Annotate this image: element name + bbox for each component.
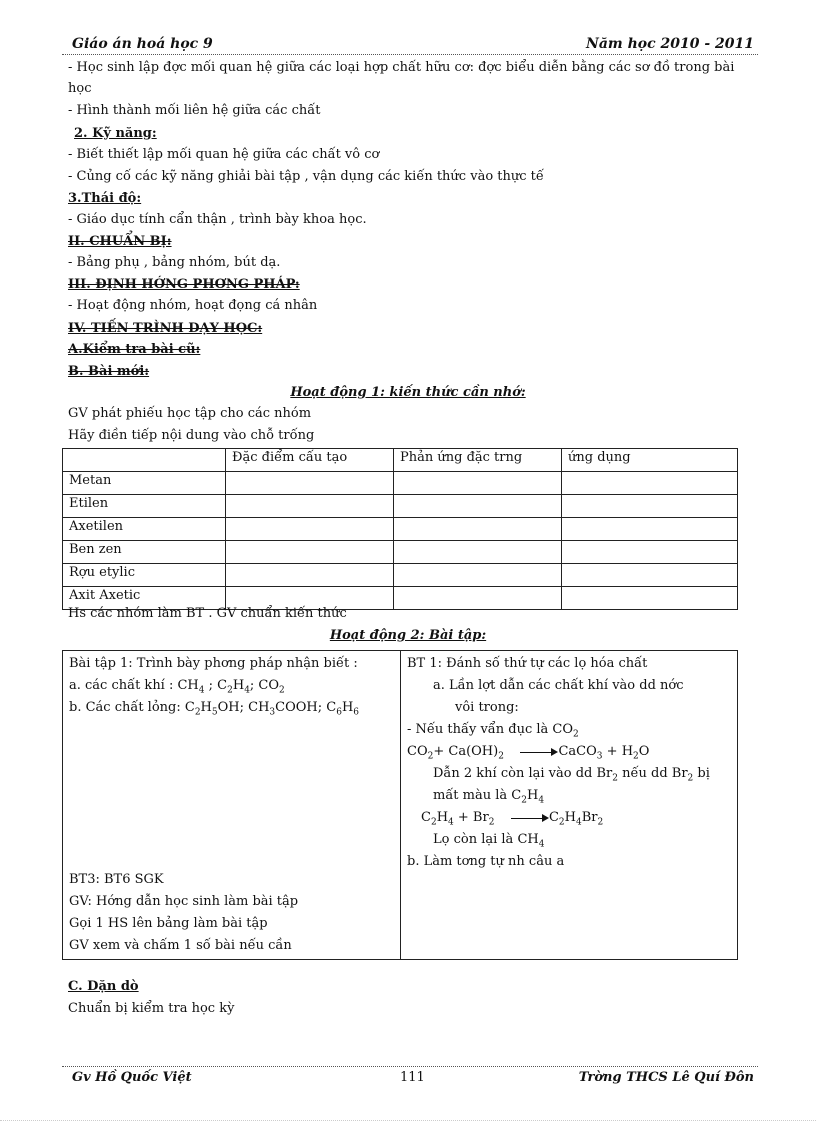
table-cell <box>562 564 738 587</box>
knowledge-table <box>62 448 738 610</box>
table-row <box>63 564 738 587</box>
row-label: Etilen <box>63 495 226 518</box>
row-label: Axetilen <box>63 518 226 541</box>
footer-school: Trờng THCS Lê Quí Đôn <box>578 1070 754 1085</box>
answer-1-title: BT 1: Đánh số thứ tự các lọ hóa chất <box>407 656 648 671</box>
table-cell <box>394 495 562 518</box>
method-heading: III. ĐỊNH HỚNG PHƠNG PHÁP: <box>68 277 300 292</box>
row-label: Metan <box>63 472 226 495</box>
table-cell <box>562 587 738 610</box>
header-title: Giáo án hoá học 9 <box>72 36 213 52</box>
method-line: - Hoạt động nhóm, hoạt đọng cá nhân <box>68 298 318 313</box>
skills-line-1: - Biết thiết lập mối quan hệ giữa các chất vô cơ <box>68 147 380 162</box>
answer-1-ch4-line: Lọ còn lại là $CH_4$ <box>433 832 545 850</box>
table-cell <box>226 541 394 564</box>
table-cell <box>562 472 738 495</box>
exercise-table <box>62 650 738 960</box>
process-heading: IV. TIẾN TRÌNH DẠY HỌC: <box>68 321 263 336</box>
attitude-line: - Giáo dục tính cẩn thận , trình bày khoa học. <box>68 212 367 227</box>
table-row <box>63 495 738 518</box>
exercise-3-line-3: GV xem và chấm 1 số bài nếu cần <box>69 938 292 953</box>
table-header-cell: Phản ứng đặc trng <box>394 449 562 472</box>
table-row <box>63 541 738 564</box>
table-cell <box>394 472 562 495</box>
exercise-row <box>63 651 738 960</box>
homework-heading: C. Dặn dò <box>68 979 139 994</box>
table-header-cell <box>63 449 226 472</box>
row-label: Rợu etylic <box>63 564 226 587</box>
row-label: Ben zen <box>63 541 226 564</box>
table-cell <box>394 541 562 564</box>
header-school-year: Năm học 2010 - 2011 <box>586 36 754 52</box>
answer-1-step-a-cont: vôi trong: <box>455 700 519 715</box>
table-cell <box>562 518 738 541</box>
page-number: 111 <box>400 1070 425 1085</box>
attitude-heading: 3.Thái độ: <box>68 191 142 206</box>
header-divider <box>62 54 758 55</box>
table-cell <box>394 587 562 610</box>
skills-line-2: - Củng cố các kỹ năng ghiải bài tập , vận dụng các kiến thức vào thực tế <box>68 169 544 184</box>
activity-1-line-1: GV phát phiếu học tập cho các nhóm <box>68 406 312 421</box>
exercise-left-cell <box>63 651 401 960</box>
answer-1-step-a: a. Lần lợt dẫn các chất khí vào dd nớc <box>433 678 684 693</box>
check-heading: A.Kiểm tra bài cũ: <box>68 342 201 357</box>
footer-teacher: Gv Hồ Quốc Việt <box>72 1070 192 1085</box>
exercise-3-line-2: Gọi 1 HS lên bảng làm bài tập <box>69 916 268 931</box>
activity-1-heading: Hoạt động 1: kiến thức cần nhớ: <box>290 385 526 400</box>
preparation-line: - Bảng phụ , bảng nhóm, bút dạ. <box>68 255 281 270</box>
objective-line-1-cont: học <box>68 81 92 96</box>
table-cell <box>394 518 562 541</box>
table-row <box>63 518 738 541</box>
new-lesson-heading: B. Bài mới: <box>68 364 150 379</box>
answer-1-br2-line: Dẫn 2 khí còn lại vào dd $Br_2$ nếu dd $Br_2$ bị <box>433 766 710 784</box>
page-edge <box>0 1120 816 1121</box>
table-cell <box>394 564 562 587</box>
objective-line-2: - Hình thành mối liên hệ giữa các chất <box>68 103 321 118</box>
exercise-3-line-1: GV: Hớng dẫn học sinh làm bài tập <box>69 894 299 909</box>
answer-1-co2-line: - Nếu thấy vẩn đục là $CO_2$ <box>407 722 579 740</box>
table-cell <box>226 472 394 495</box>
equation-c2h4: $C_2H_4 + Br_2$ $C_2H_4Br_2$ <box>421 810 604 828</box>
table-cell <box>226 518 394 541</box>
table-header-row <box>63 449 738 472</box>
activity-1-line-2: Hãy điền tiếp nội dung vào chỗ trống <box>68 428 315 443</box>
footer-divider <box>62 1066 758 1067</box>
answer-1-step-b: b. Làm tơng tự nh câu a <box>407 854 565 869</box>
table-header-cell: Đặc điểm cấu tạo <box>226 449 394 472</box>
table-cell <box>226 564 394 587</box>
preparation-heading: II. CHUẨN BỊ: <box>68 234 172 249</box>
exercise-1-gases: a. các chất khí : $CH_4$ ; $C_2H_4$; $CO_2$ <box>69 678 285 696</box>
skills-heading: 2. Kỹ năng: <box>74 126 157 141</box>
exercise-3-title: BT3: BT6 SGK <box>69 872 164 887</box>
activity-2-heading: Hoạt động 2: Bài tập: <box>329 628 487 643</box>
table-cell <box>226 495 394 518</box>
table-cell <box>562 495 738 518</box>
exercise-right-cell <box>401 651 738 960</box>
table-cell <box>562 541 738 564</box>
table-row <box>63 472 738 495</box>
homework-line: Chuẩn bị kiểm tra học kỳ <box>68 1001 235 1016</box>
activity-1-line-3: Hs các nhóm làm BT . GV chuẩn kiến thức <box>68 606 347 621</box>
table-header-cell: ứng dụng <box>562 449 738 472</box>
exercise-left-spacer <box>69 719 394 869</box>
exercise-1-title: Bài tập 1: Trình bày phơng pháp nhận biết : <box>69 656 358 671</box>
reaction-arrow-icon <box>511 813 549 823</box>
objective-line-1: - Học sinh lập đợc mối quan hệ giữa các loại hợp chất hữu cơ: đợc biểu diễn bằng các sơ đồ trong bài <box>68 60 735 75</box>
answer-1-c2h4-line: mất màu là $C_2H_4$ <box>433 788 545 806</box>
reaction-arrow-icon <box>520 747 558 757</box>
row-label: Axit Axetic <box>63 587 226 610</box>
equation-co2: $CO_2+ Ca(OH)_2$ CaCO$_3$ + $H_2O$ <box>407 744 650 762</box>
exercise-1-liquids: b. Các chất lỏng: $C_2H_5OH$; $CH_3COOH$; $C_6H_6$ <box>69 700 360 718</box>
